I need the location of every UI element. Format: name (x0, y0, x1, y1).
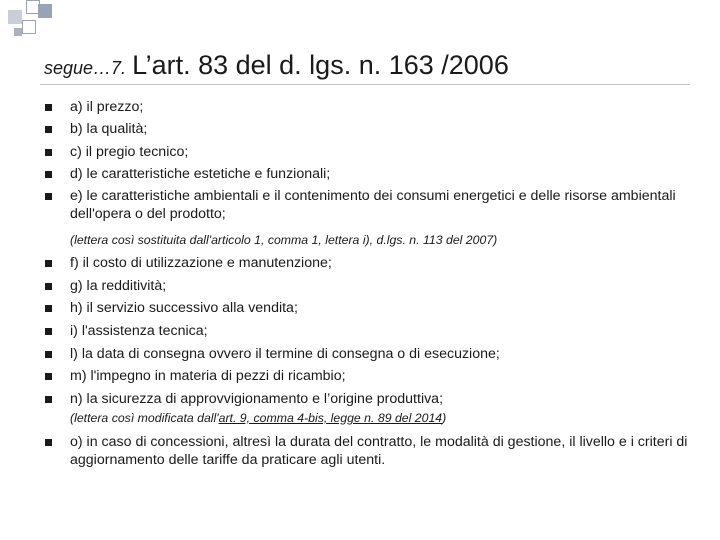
law-reference-link[interactable]: art. 9, comma 4-bis, legge n. 89 del 2014 (218, 411, 443, 425)
list-item-text: n) la sicurezza di approvvigionamento e l’origine produttiva; (70, 391, 444, 407)
list-item-text: c) il pregio tecnico; (70, 144, 189, 160)
list-item-text: l) la data di consegna ovvero il termine di consegna o di esecuzione; (70, 346, 500, 362)
amendment-note (70, 410, 690, 426)
bullet-icon (45, 171, 52, 178)
slide-title (44, 50, 509, 81)
list-item-text: d) le caratteristiche estetiche e funzionali; (70, 166, 331, 182)
bullet-icon (45, 260, 52, 267)
list-item-text: h) il servizio successivo alla vendita; (70, 300, 298, 316)
list-item-text: g) la redditività; (70, 278, 167, 294)
bullet-icon (45, 149, 52, 156)
bullet-icon (45, 396, 52, 403)
title-divider (40, 84, 690, 85)
bullet-icon (45, 193, 52, 200)
title-prefix: segue…7. (44, 58, 127, 78)
bullet-icon (45, 439, 52, 446)
list-item-text: i) l'assistenza tecnica; (70, 323, 208, 339)
list-item-text: e) le caratteristiche ambientali e il contenimento dei consumi energetici e delle risorse ambientali dell'opera o del prodotto; (70, 188, 676, 222)
list-item-text: b) la qualità; (70, 121, 148, 137)
bullet-icon (45, 104, 52, 111)
list-item-text: m) l'impegno in materia di pezzi di ricambio; (70, 368, 346, 384)
note-suffix: ) (442, 411, 447, 425)
bullet-icon (45, 283, 52, 290)
amendment-note: (lettera così sostituita dall'articolo 1, comma 1, lettera i), d.lgs. n. 113 del 2007) (70, 233, 498, 247)
bullet-icon (45, 373, 52, 380)
corner-decoration (0, 0, 60, 50)
title-main: L’art. 83 del d. lgs. n. 163 /2006 (132, 50, 509, 80)
list-item-text: f) il costo di utilizzazione e manutenzione; (70, 255, 332, 271)
note-prefix: (lettera così modificata dall' (70, 411, 219, 425)
list-item-text: a) il prezzo; (70, 99, 144, 115)
bullet-icon (45, 328, 52, 335)
bullet-icon (45, 126, 52, 133)
list-item-text: o) in caso di concessioni, altresì la durata del contratto, le modalità di gestione, il livello e i criteri di aggiornamento delle tariffe da praticare agli utenti. (70, 434, 688, 468)
bullet-icon (45, 351, 52, 358)
bullet-icon (45, 305, 52, 312)
